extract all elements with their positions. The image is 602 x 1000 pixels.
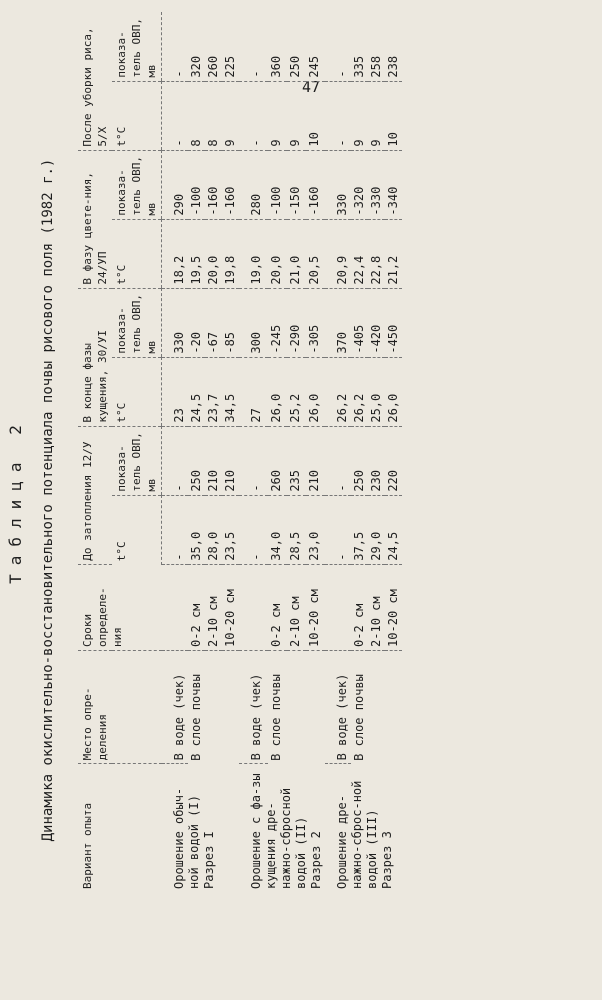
table-row bbox=[368, 12, 385, 892]
place-cell: В слое почвы bbox=[352, 674, 366, 761]
place-cell: В воде (чек) bbox=[239, 650, 268, 763]
eh-cell: 330 bbox=[325, 150, 351, 219]
depth-cell bbox=[239, 564, 268, 650]
temperature-cell: 23,0 bbox=[306, 495, 325, 564]
eh-cell: 290 bbox=[162, 150, 189, 219]
temperature-cell: - bbox=[239, 495, 268, 564]
eh-cell: 360 bbox=[268, 12, 287, 81]
table-row bbox=[385, 12, 402, 892]
temperature-cell: 22,4 bbox=[351, 219, 368, 288]
depth-cell bbox=[325, 564, 351, 650]
temperature-cell: 26,2 bbox=[351, 357, 368, 426]
eh-cell: - bbox=[325, 12, 351, 81]
temperature-cell: 19,0 bbox=[239, 219, 268, 288]
eh-cell: -20 bbox=[188, 288, 205, 357]
temperature-cell: 8 bbox=[205, 81, 222, 150]
depth-cell bbox=[162, 564, 189, 650]
place-cell: В слое почвы bbox=[269, 674, 284, 761]
header-phase-1: До затопления 12/У bbox=[78, 426, 112, 564]
place-cell bbox=[205, 650, 222, 763]
eh-cell: 260 bbox=[268, 426, 287, 495]
table-row bbox=[306, 12, 325, 892]
eh-cell: -85 bbox=[222, 288, 239, 357]
eh-cell: -160 bbox=[306, 150, 325, 219]
depth-cell: 10-20 см bbox=[222, 564, 239, 650]
data-table bbox=[78, 12, 402, 892]
variant-cell: Орошение дре-нажно-сброс-ной водой (III) Разрез 3 bbox=[335, 780, 394, 889]
table-row bbox=[351, 12, 368, 892]
header-t: t°C bbox=[112, 357, 162, 426]
temperature-cell: 23,7 bbox=[205, 357, 222, 426]
eh-cell: 225 bbox=[222, 12, 239, 81]
place-cell bbox=[368, 650, 385, 763]
eh-cell: -330 bbox=[368, 150, 385, 219]
temperature-cell: 9 bbox=[222, 81, 239, 150]
table-row bbox=[287, 12, 306, 892]
temperature-cell: 9 bbox=[287, 81, 306, 150]
temperature-cell: 20,5 bbox=[306, 219, 325, 288]
header-eh: показа-тель ОВП, мв bbox=[112, 150, 162, 219]
eh-cell: 220 bbox=[385, 426, 402, 495]
temperature-cell: 9 bbox=[268, 81, 287, 150]
temperature-cell: 19,5 bbox=[188, 219, 205, 288]
table-row bbox=[205, 12, 222, 892]
table-label: Таблица 2 bbox=[6, 416, 25, 584]
eh-cell: 250 bbox=[287, 12, 306, 81]
depth-cell: 2-10 см bbox=[205, 564, 222, 650]
header-depth: Сроки определе-ния bbox=[78, 564, 162, 650]
temperature-cell: 9 bbox=[368, 81, 385, 150]
depth-cell: 2-10 см bbox=[287, 564, 306, 650]
temperature-cell: 23 bbox=[162, 357, 189, 426]
header-eh: показа-тель ОВП, мв bbox=[112, 288, 162, 357]
table-row bbox=[325, 12, 351, 892]
eh-cell: 245 bbox=[306, 12, 325, 81]
temperature-cell: - bbox=[325, 495, 351, 564]
header-phase-2: В конце фазы кущения, 30/УI bbox=[78, 288, 112, 426]
place-cell: В воде (чек) bbox=[162, 650, 189, 763]
eh-cell: -405 bbox=[351, 288, 368, 357]
temperature-cell: 22,8 bbox=[368, 219, 385, 288]
eh-cell: -160 bbox=[222, 150, 239, 219]
eh-cell: -290 bbox=[287, 288, 306, 357]
header-t: t°C bbox=[112, 495, 162, 564]
page-number: 47 bbox=[302, 78, 321, 96]
temperature-cell: 24,5 bbox=[188, 357, 205, 426]
temperature-cell: 18,2 bbox=[162, 219, 189, 288]
temperature-cell: 23,5 bbox=[222, 495, 239, 564]
eh-cell: 258 bbox=[368, 12, 385, 81]
temperature-cell: 37,5 bbox=[351, 495, 368, 564]
eh-cell: -160 bbox=[205, 150, 222, 219]
eh-cell: -100 bbox=[268, 150, 287, 219]
table-row bbox=[222, 12, 239, 892]
eh-cell: -150 bbox=[287, 150, 306, 219]
eh-cell: -340 bbox=[385, 150, 402, 219]
temperature-cell: 26,2 bbox=[325, 357, 351, 426]
depth-cell: 10-20 см bbox=[385, 564, 402, 650]
eh-cell: 370 bbox=[325, 288, 351, 357]
eh-cell: 230 bbox=[368, 426, 385, 495]
table-row bbox=[188, 12, 205, 892]
eh-cell: -67 bbox=[205, 288, 222, 357]
depth-cell: 10-20 см bbox=[306, 564, 325, 650]
header-variant: Вариант опыта bbox=[81, 802, 94, 889]
place-cell bbox=[287, 650, 306, 763]
eh-cell: - bbox=[239, 12, 268, 81]
temperature-cell: 28,0 bbox=[205, 495, 222, 564]
eh-cell: 320 bbox=[188, 12, 205, 81]
temperature-cell: - bbox=[325, 81, 351, 150]
temperature-cell: 10 bbox=[306, 81, 325, 150]
temperature-cell: 34,5 bbox=[222, 357, 239, 426]
eh-cell: 210 bbox=[306, 426, 325, 495]
place-cell: В слое почвы bbox=[189, 674, 203, 761]
table-row bbox=[239, 12, 268, 892]
depth-cell: 2-10 см bbox=[368, 564, 385, 650]
temperature-cell: - bbox=[162, 81, 189, 150]
eh-cell: 238 bbox=[385, 12, 402, 81]
depth-cell: 0-2 см bbox=[351, 564, 368, 650]
place-cell bbox=[385, 650, 402, 763]
temperature-cell: 19,8 bbox=[222, 219, 239, 288]
eh-cell: 235 bbox=[287, 426, 306, 495]
eh-cell: -320 bbox=[351, 150, 368, 219]
temperature-cell: 10 bbox=[385, 81, 402, 150]
eh-cell: - bbox=[162, 12, 189, 81]
eh-cell: -100 bbox=[188, 150, 205, 219]
variant-cell: Орошение с фа-зы кущения дре-нажно-сбросной водой (II) Разрез 2 bbox=[249, 773, 323, 889]
eh-cell: - bbox=[239, 426, 268, 495]
header-phase-3: В фазу цвете-ния, 24/УП bbox=[78, 150, 112, 288]
temperature-cell: - bbox=[239, 81, 268, 150]
place-cell bbox=[222, 650, 239, 763]
temperature-cell: 29,0 bbox=[368, 495, 385, 564]
place-cell: В воде (чек) bbox=[325, 650, 351, 763]
variant-cell: Орошение обыч-ной водой (I) Разрез I bbox=[171, 787, 216, 889]
eh-cell: 330 bbox=[162, 288, 189, 357]
table-row bbox=[162, 12, 189, 892]
eh-cell: 335 bbox=[351, 12, 368, 81]
temperature-cell: 25,2 bbox=[287, 357, 306, 426]
eh-cell: - bbox=[325, 426, 351, 495]
eh-cell: -420 bbox=[368, 288, 385, 357]
table-body bbox=[162, 12, 403, 892]
eh-cell: 260 bbox=[205, 12, 222, 81]
temperature-cell: 20,9 bbox=[325, 219, 351, 288]
header-eh: показа-тель ОВП, мв bbox=[112, 12, 162, 81]
temperature-cell: - bbox=[162, 495, 189, 564]
eh-cell: -305 bbox=[306, 288, 325, 357]
temperature-cell: 26,0 bbox=[306, 357, 325, 426]
temperature-cell: 25,0 bbox=[368, 357, 385, 426]
eh-cell: - bbox=[162, 426, 189, 495]
temperature-cell: 26,0 bbox=[385, 357, 402, 426]
depth-cell: 0-2 см bbox=[188, 564, 205, 650]
temperature-cell: 9 bbox=[351, 81, 368, 150]
temperature-cell: 24,5 bbox=[385, 495, 402, 564]
temperature-cell: 26,0 bbox=[268, 357, 287, 426]
temperature-cell: 34,0 bbox=[268, 495, 287, 564]
temperature-cell: 35,0 bbox=[188, 495, 205, 564]
temperature-cell: 20,0 bbox=[205, 219, 222, 288]
temperature-cell: 21,2 bbox=[385, 219, 402, 288]
eh-cell: 250 bbox=[351, 426, 368, 495]
header-t: t°C bbox=[112, 81, 162, 150]
table-row bbox=[268, 12, 287, 892]
eh-cell: 210 bbox=[205, 426, 222, 495]
table-subtitle: Динамика окислительно-восстановительного потенциала почвы рисового поля (1982 г.) bbox=[40, 158, 56, 842]
eh-cell: 300 bbox=[239, 288, 268, 357]
header-eh: показа-тель ОВП, мв bbox=[112, 426, 162, 495]
eh-cell: -245 bbox=[268, 288, 287, 357]
temperature-cell: 21,0 bbox=[287, 219, 306, 288]
header-place: Место опре-деления bbox=[78, 650, 162, 763]
header-phase-4: После уборки риса, 5/X bbox=[78, 12, 112, 150]
temperature-cell: 20,0 bbox=[268, 219, 287, 288]
eh-cell: 210 bbox=[222, 426, 239, 495]
temperature-cell: 8 bbox=[188, 81, 205, 150]
eh-cell: 280 bbox=[239, 150, 268, 219]
depth-cell: 0-2 см bbox=[268, 564, 287, 650]
eh-cell: -450 bbox=[385, 288, 402, 357]
header-t: t°C bbox=[112, 219, 162, 288]
temperature-cell: 27 bbox=[239, 357, 268, 426]
place-cell bbox=[306, 650, 325, 763]
eh-cell: 250 bbox=[188, 426, 205, 495]
temperature-cell: 28,5 bbox=[287, 495, 306, 564]
